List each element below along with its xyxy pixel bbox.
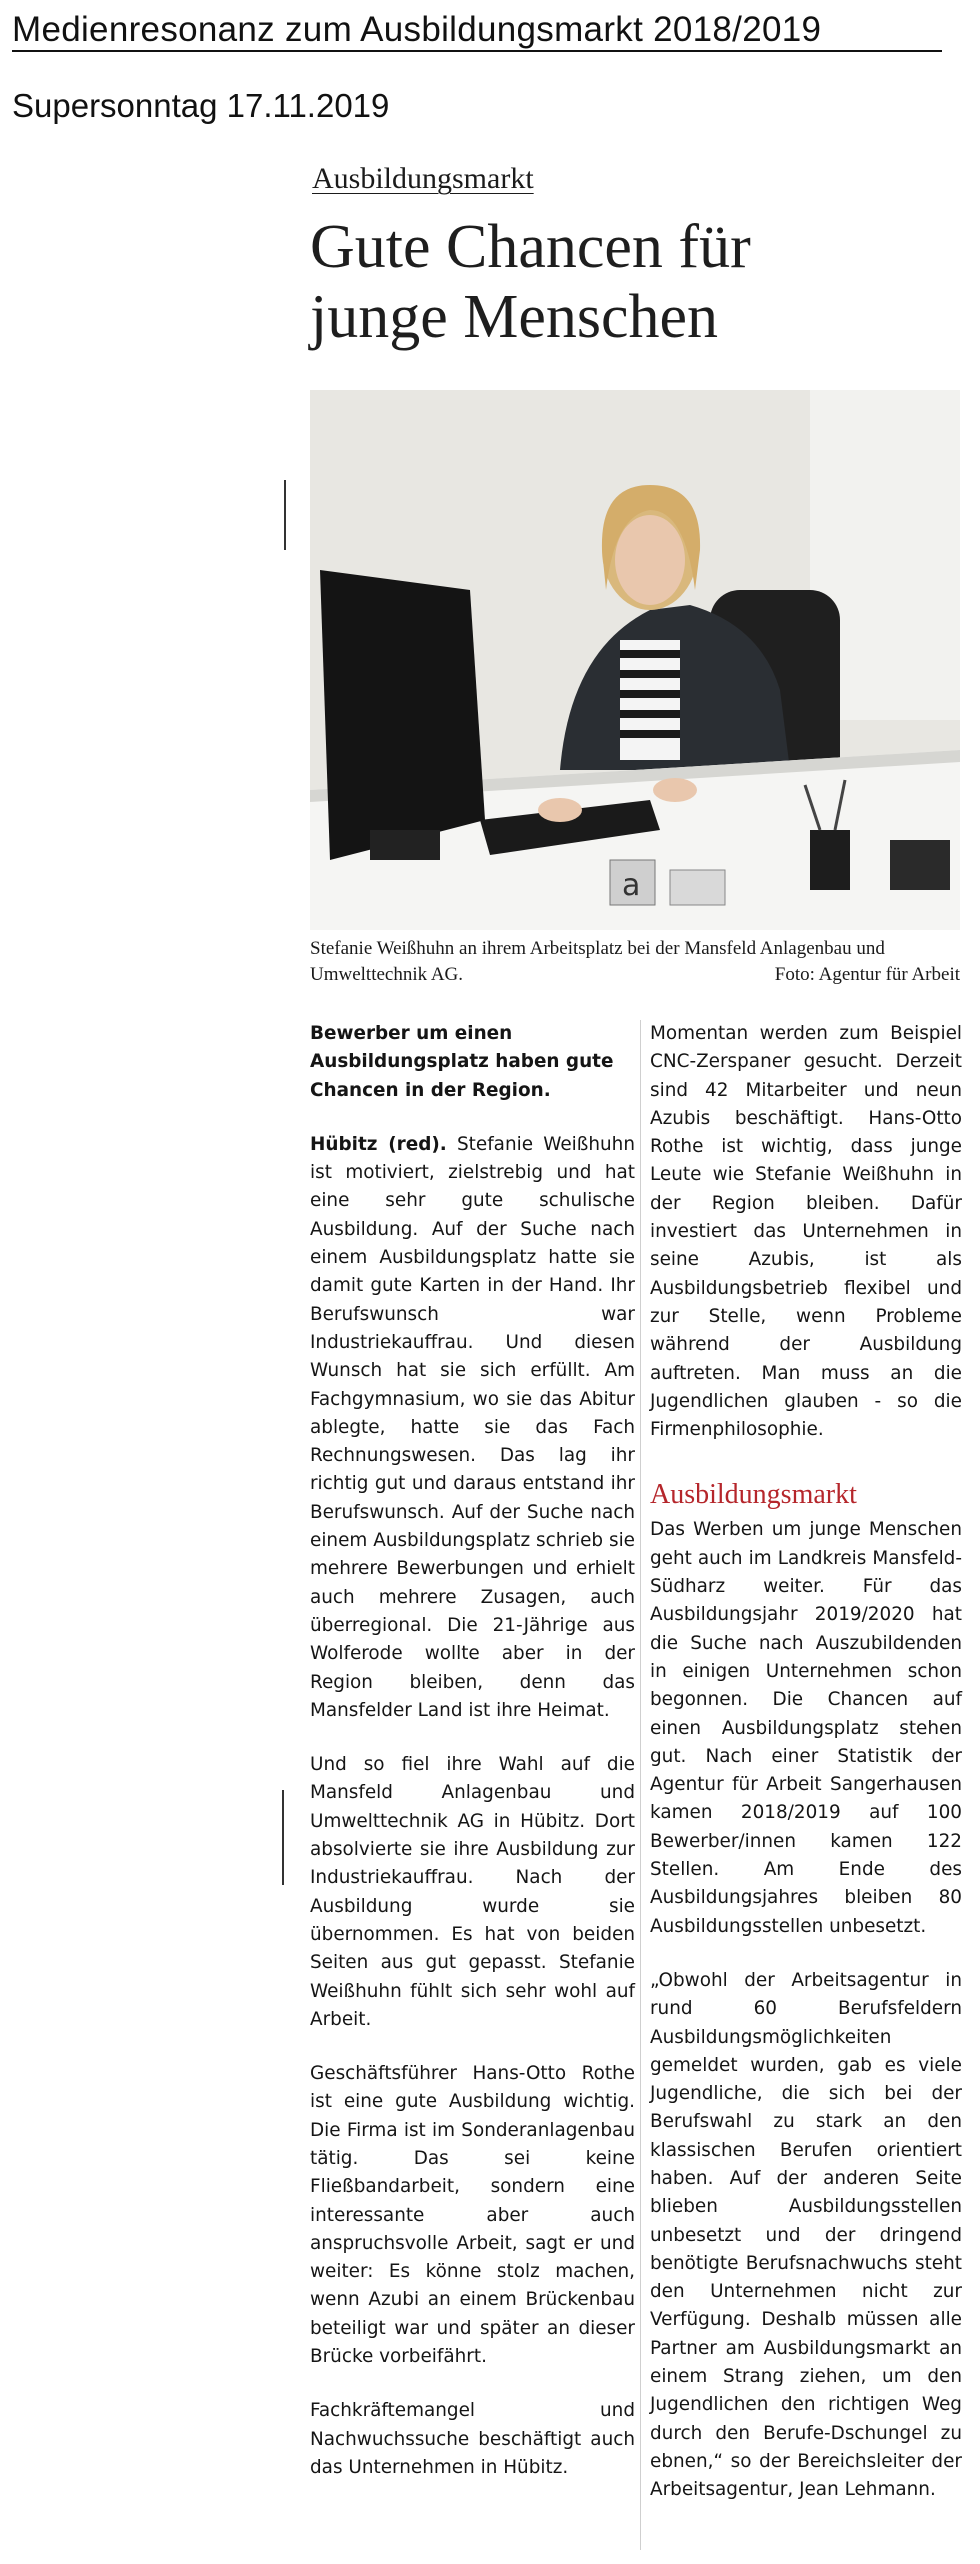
dateline: Hübitz (red). [310, 1133, 447, 1155]
photo-credit: Foto: Agentur für Arbeit [774, 964, 960, 985]
article-lead: Bewerber um einen Ausbildungsplatz haben gute Chancen in der Region. [310, 1023, 614, 1101]
paragraph-2: Und so fiel ihre Wahl auf die Mansfeld Anlagenbau und Umwelttechnik AG in Hübitz. Dort absolvierte sie ihre Ausbildung zur Industriekauffrau. Nach der Ausbildung wurde sie übernommen. Es hat von beiden Seiten aus gut gepasst. Stefanie Weißhuhn fühlt sich sehr wohl auf Arbeit. [310, 1754, 635, 2030]
article-column-right [650, 1020, 962, 2505]
title-underline [12, 50, 942, 52]
article-photo [310, 390, 960, 930]
paragraph-1 [310, 1131, 635, 1725]
keyboard-letter-print: a [622, 868, 641, 903]
photo-caption [310, 936, 960, 988]
source-date: Supersonntag 17.11.2019 [12, 87, 390, 124]
paragraph-5: Momentan werden zum Beispiel CNC-Zerspaner gesucht. Derzeit sind 42 Mitarbeiter und neun Azubis beschäftigt. Hans-Otto Rothe ist wichtig, dass junge Leute wie Stefanie Weißhuhn in der Region bleiben. Dafür investiert das Unternehmen in seine Azubis, ist als Ausbildungsbetrieb flexibel und zur Stelle, wenn Probleme während der Ausbildung auftreten. Man muss an die Jugendlichen glauben - so die Firmenphilosophie. [650, 1023, 962, 1441]
caption-text: Stefanie Weißhuhn an ihrem Arbeitsplatz bei der Mansfeld Anlagenbau und Umwelttechnik AG. [310, 938, 885, 985]
paragraph-7-quote: „Obwohl der Arbeitsagentur in rund 60 Berufsfeldern Ausbildungsmöglichkeiten gemeldet wurden, gab es viele Jugendliche, die sich bei der Berufswahl zu stark an den klassischen Berufen orientiert haben. Auf der anderen Seite blieben Ausbildungsstellen unbesetzt und der dringend benötigte Berufsnachwuchs steht den Unternehmen nicht zur Verfügung. Deshalb müssen alle Partner am Ausbildungsmarkt an einem Strang ziehen, um den Jugendlichen den richtigen Weg durch den Berufe-Dschungel zu ebnen,“ so der Bereichsleiter der Arbeitsagentur, Jean Lehmann. [650, 1969, 962, 2501]
article-column-left [310, 1020, 635, 2482]
margin-mark [284, 480, 286, 550]
paragraph-6: Das Werben um junge Menschen geht auch im Landkreis Mansfeld-Südharz weiter. Für das Ausbildungsjahr 2019/2020 hat die Suche nach Auszubildenden in einigen Unternehmen schon begonnen. Die Chancen auf einen Ausbildungsplatz stehen gut. Nach einer Statistik der Agentur für Arbeit Sangerhausen kamen 2018/2019 auf 100 Bewerber/innen kamen 122 Stellen. Am Ende des Ausbildungsjahres bleiben 80 Ausbildungsstellen unbesetzt. [650, 1519, 962, 1937]
article-headline: Gute Chancen für junge Menschen [310, 213, 751, 351]
paragraph-3: Geschäftsführer Hans-Otto Rothe ist eine gute Ausbildung wichtig. Die Firma ist im Sonderanlagenbau tätig. Das sei keine Fließbandarbeit, sondern eine interessante aber auch anspruchsvolle Arbeit, sagt er und weiter: Es könne stolz machen, wenn Azubi an einem Brückenbau beteiligt war und später an dieser Brücke vorbeifährt. [310, 2063, 635, 2368]
paragraph-4: Fachkräftemangel und Nachwuchssuche beschäftigt auch das Unternehmen in Hübitz. [310, 2400, 635, 2478]
office-scene-illustration [310, 390, 960, 930]
paragraph-1-text: Stefanie Weißhuhn ist motiviert, zielstrebig und hat eine sehr gute schulische Ausbildung. Auf der Suche nach einem Ausbildungsplatz hatte sie damit gute Karten in der Hand. Ihr Berufswunsch war Industriekauffrau. Und diesen Wunsch hat sie sich erfüllt. Am Fachgymnasium, wo sie das Abitur ablegte, hatte sie das Fach Rechnungswesen. Das lag ihr richtig gut und daraus entstand ihr Berufswunsch. Auf der Suche nach einem Ausbildungsplatz schrieb sie mehrere Bewerbungen und erhielt auch mehrere Zusagen, auch überregional. Die 21-Jährige aus Wolferode wollte aber in der Region bleiben, denn das Mansfelder Land ist ihre Heimat. [310, 1133, 635, 1721]
article-kicker: Ausbildungsmarkt [312, 162, 534, 195]
column-divider [640, 1020, 641, 2550]
article-subhead: Ausbildungsmarkt [650, 1479, 857, 1511]
document-title: Medienresonanz zum Ausbildungsmarkt 2018/2019 [12, 10, 822, 49]
margin-bar [282, 1790, 284, 1885]
